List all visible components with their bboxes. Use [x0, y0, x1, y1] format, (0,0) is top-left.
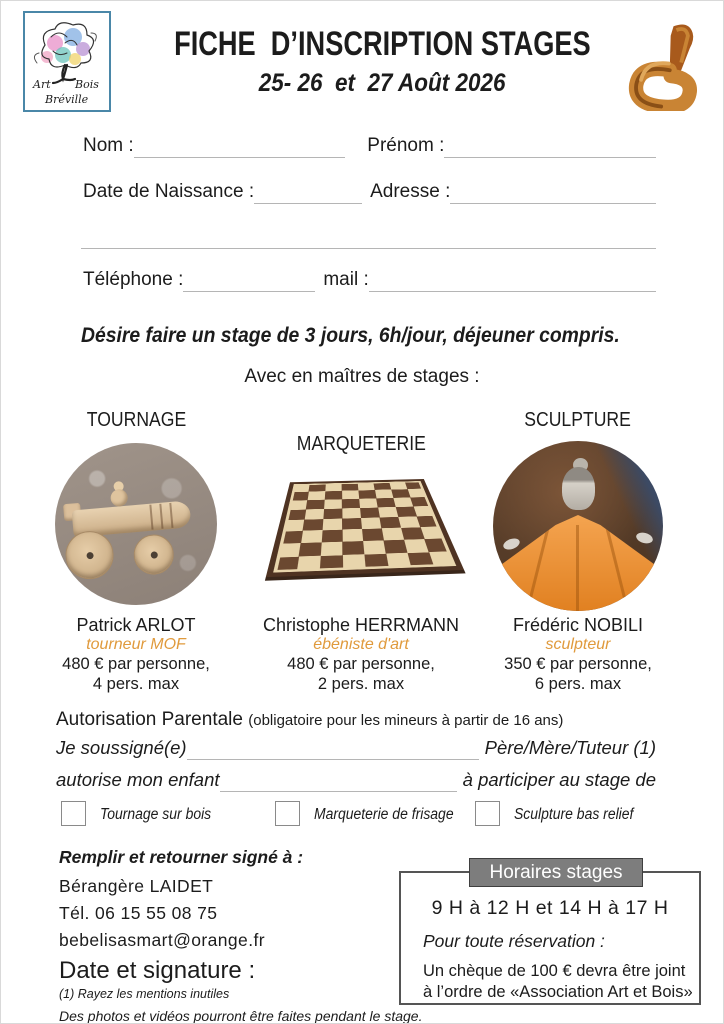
category-tournage: TOURNAGE — [86, 409, 186, 431]
tournage-checkbox-label: Tournage sur bois — [100, 806, 212, 823]
wooden-car-illustration — [55, 443, 217, 605]
form-row-name — [83, 135, 656, 158]
schedule-hours: 9 H à 12 H et 14 H à 17 H — [431, 897, 669, 919]
form-row-birth-address — [83, 181, 656, 204]
page-title: FICHE D’INSCRIPTION STAGES — [173, 25, 591, 63]
sculpture-checkbox-label: Sculpture bas relief — [514, 806, 634, 823]
je-soussigne-label: Je soussigné(e) — [56, 737, 187, 758]
cheque-line1: Un chèque de 100 € devra être joint — [423, 962, 686, 980]
schedule-title: Horaires stages — [489, 861, 623, 883]
signature-label: Date et signature : — [59, 957, 256, 984]
adresse-input-line2[interactable] — [81, 229, 656, 249]
nom-input-line[interactable] — [134, 138, 346, 158]
return-contact-block — [59, 847, 422, 1024]
logo-word-art: Art — [33, 78, 51, 91]
wood-shaving-icon — [621, 17, 707, 111]
page-dates: 25- 26 et 27 Août 2026 — [258, 69, 506, 97]
participer-stage-label: à participer au stage de — [462, 769, 656, 790]
stage-statement: Désire faire un stage de 3 jours, 6h/jour, déjeuner compris. — [81, 323, 620, 347]
instructor-specialty: sculpteur — [545, 636, 611, 654]
adresse-label: Adresse : — [370, 181, 451, 202]
marqueterie-photo — [267, 457, 455, 579]
cheque-line2: à l’ordre de «Association Art et Bois» — [423, 982, 693, 1001]
authorization-line1 — [56, 737, 656, 760]
telephone-input-line[interactable] — [183, 272, 315, 292]
sculpture-checkbox[interactable] — [475, 801, 500, 826]
instructor-name: Patrick ARLOT — [76, 615, 196, 635]
tournage-checkbox[interactable] — [61, 801, 86, 826]
instructor-name: Christophe HERRMANN — [262, 615, 460, 635]
option-marqueterie — [275, 801, 469, 826]
enfant-input-line[interactable] — [220, 772, 457, 792]
sculpture-photo — [493, 441, 663, 611]
option-sculpture — [475, 801, 647, 826]
logo-word-bois: Bois — [75, 78, 99, 91]
schedule-title-band — [469, 858, 643, 887]
prenom-label: Prénom : — [367, 135, 445, 156]
authorization-title: Autorisation Parentale (obligatoire pour les mineurs à partir de 16 ans) — [56, 709, 564, 730]
instructor-price: 350 € par personne, — [504, 655, 652, 674]
adresse-input-line[interactable] — [450, 184, 656, 204]
marqueterie-checkbox-label: Marqueterie de frisage — [314, 806, 454, 823]
pere-mere-tuteur-label: Père/Mère/Tuteur (1) — [484, 737, 656, 758]
form-row-phone-mail — [83, 269, 656, 292]
authorization-subtitle: (obligatoire pour les mineurs à partir de 16 ans) — [248, 712, 564, 729]
instructor-specialty: tourneur MOF — [86, 636, 186, 654]
category-sculpture: SCULPTURE — [524, 409, 632, 431]
return-title: Remplir et retourner signé à : — [59, 847, 304, 867]
instructor-max: 6 pers. max — [534, 674, 622, 693]
schedule-box — [399, 861, 701, 1005]
chessboard-illustration — [266, 479, 464, 577]
instructor-price: 480 € par personne, — [62, 655, 210, 674]
instructor-max: 2 pers. max — [317, 674, 405, 693]
autorise-enfant-label: autorise mon enfant — [56, 769, 220, 790]
contact-email: bebelisasmart@orange.fr — [59, 930, 265, 950]
instructor-card-nobili — [478, 615, 678, 694]
logo-word-breville: Bréville — [45, 93, 89, 106]
sculpture-cloak — [498, 515, 658, 611]
telephone-label: Téléphone : — [83, 269, 184, 290]
instructor-name: Frédéric NOBILI — [512, 615, 644, 635]
instructor-card-herrmann — [261, 615, 461, 694]
instructor-max: 4 pers. max — [92, 674, 180, 693]
category-marqueterie: MARQUETERIE — [296, 433, 426, 455]
instructor-specialty: ébéniste d'art — [313, 636, 409, 654]
naissance-input-line[interactable] — [254, 184, 362, 204]
instructor-price: 480 € par personne, — [287, 655, 435, 674]
masters-intro: Avec en maîtres de stages : — [244, 366, 480, 387]
authorization-line2 — [56, 769, 656, 792]
note-mentions: (1) Rayez les mentions inutiles — [59, 987, 230, 1001]
mail-label: mail : — [323, 269, 369, 290]
sculpture-head — [562, 467, 595, 510]
reservation-label: Pour toute réservation : — [423, 931, 605, 951]
soussigne-input-line[interactable] — [187, 740, 479, 760]
contact-phone: Tél. 06 15 55 08 75 — [59, 903, 218, 923]
instructor-card-arlot — [36, 615, 236, 694]
nom-label: Nom : — [83, 135, 134, 156]
form-row-address-cont — [81, 229, 656, 249]
naissance-label: Date de Naissance : — [83, 181, 255, 202]
option-tournage — [61, 801, 224, 826]
mail-input-line[interactable] — [369, 272, 656, 292]
note-photos: Des photos et vidéos pourront être faites pendant le stage. — [59, 1008, 423, 1024]
contact-name: Bérangère LAIDET — [59, 876, 214, 896]
tournage-photo — [55, 443, 217, 605]
prenom-input-line[interactable] — [444, 138, 656, 158]
marqueterie-checkbox[interactable] — [275, 801, 300, 826]
